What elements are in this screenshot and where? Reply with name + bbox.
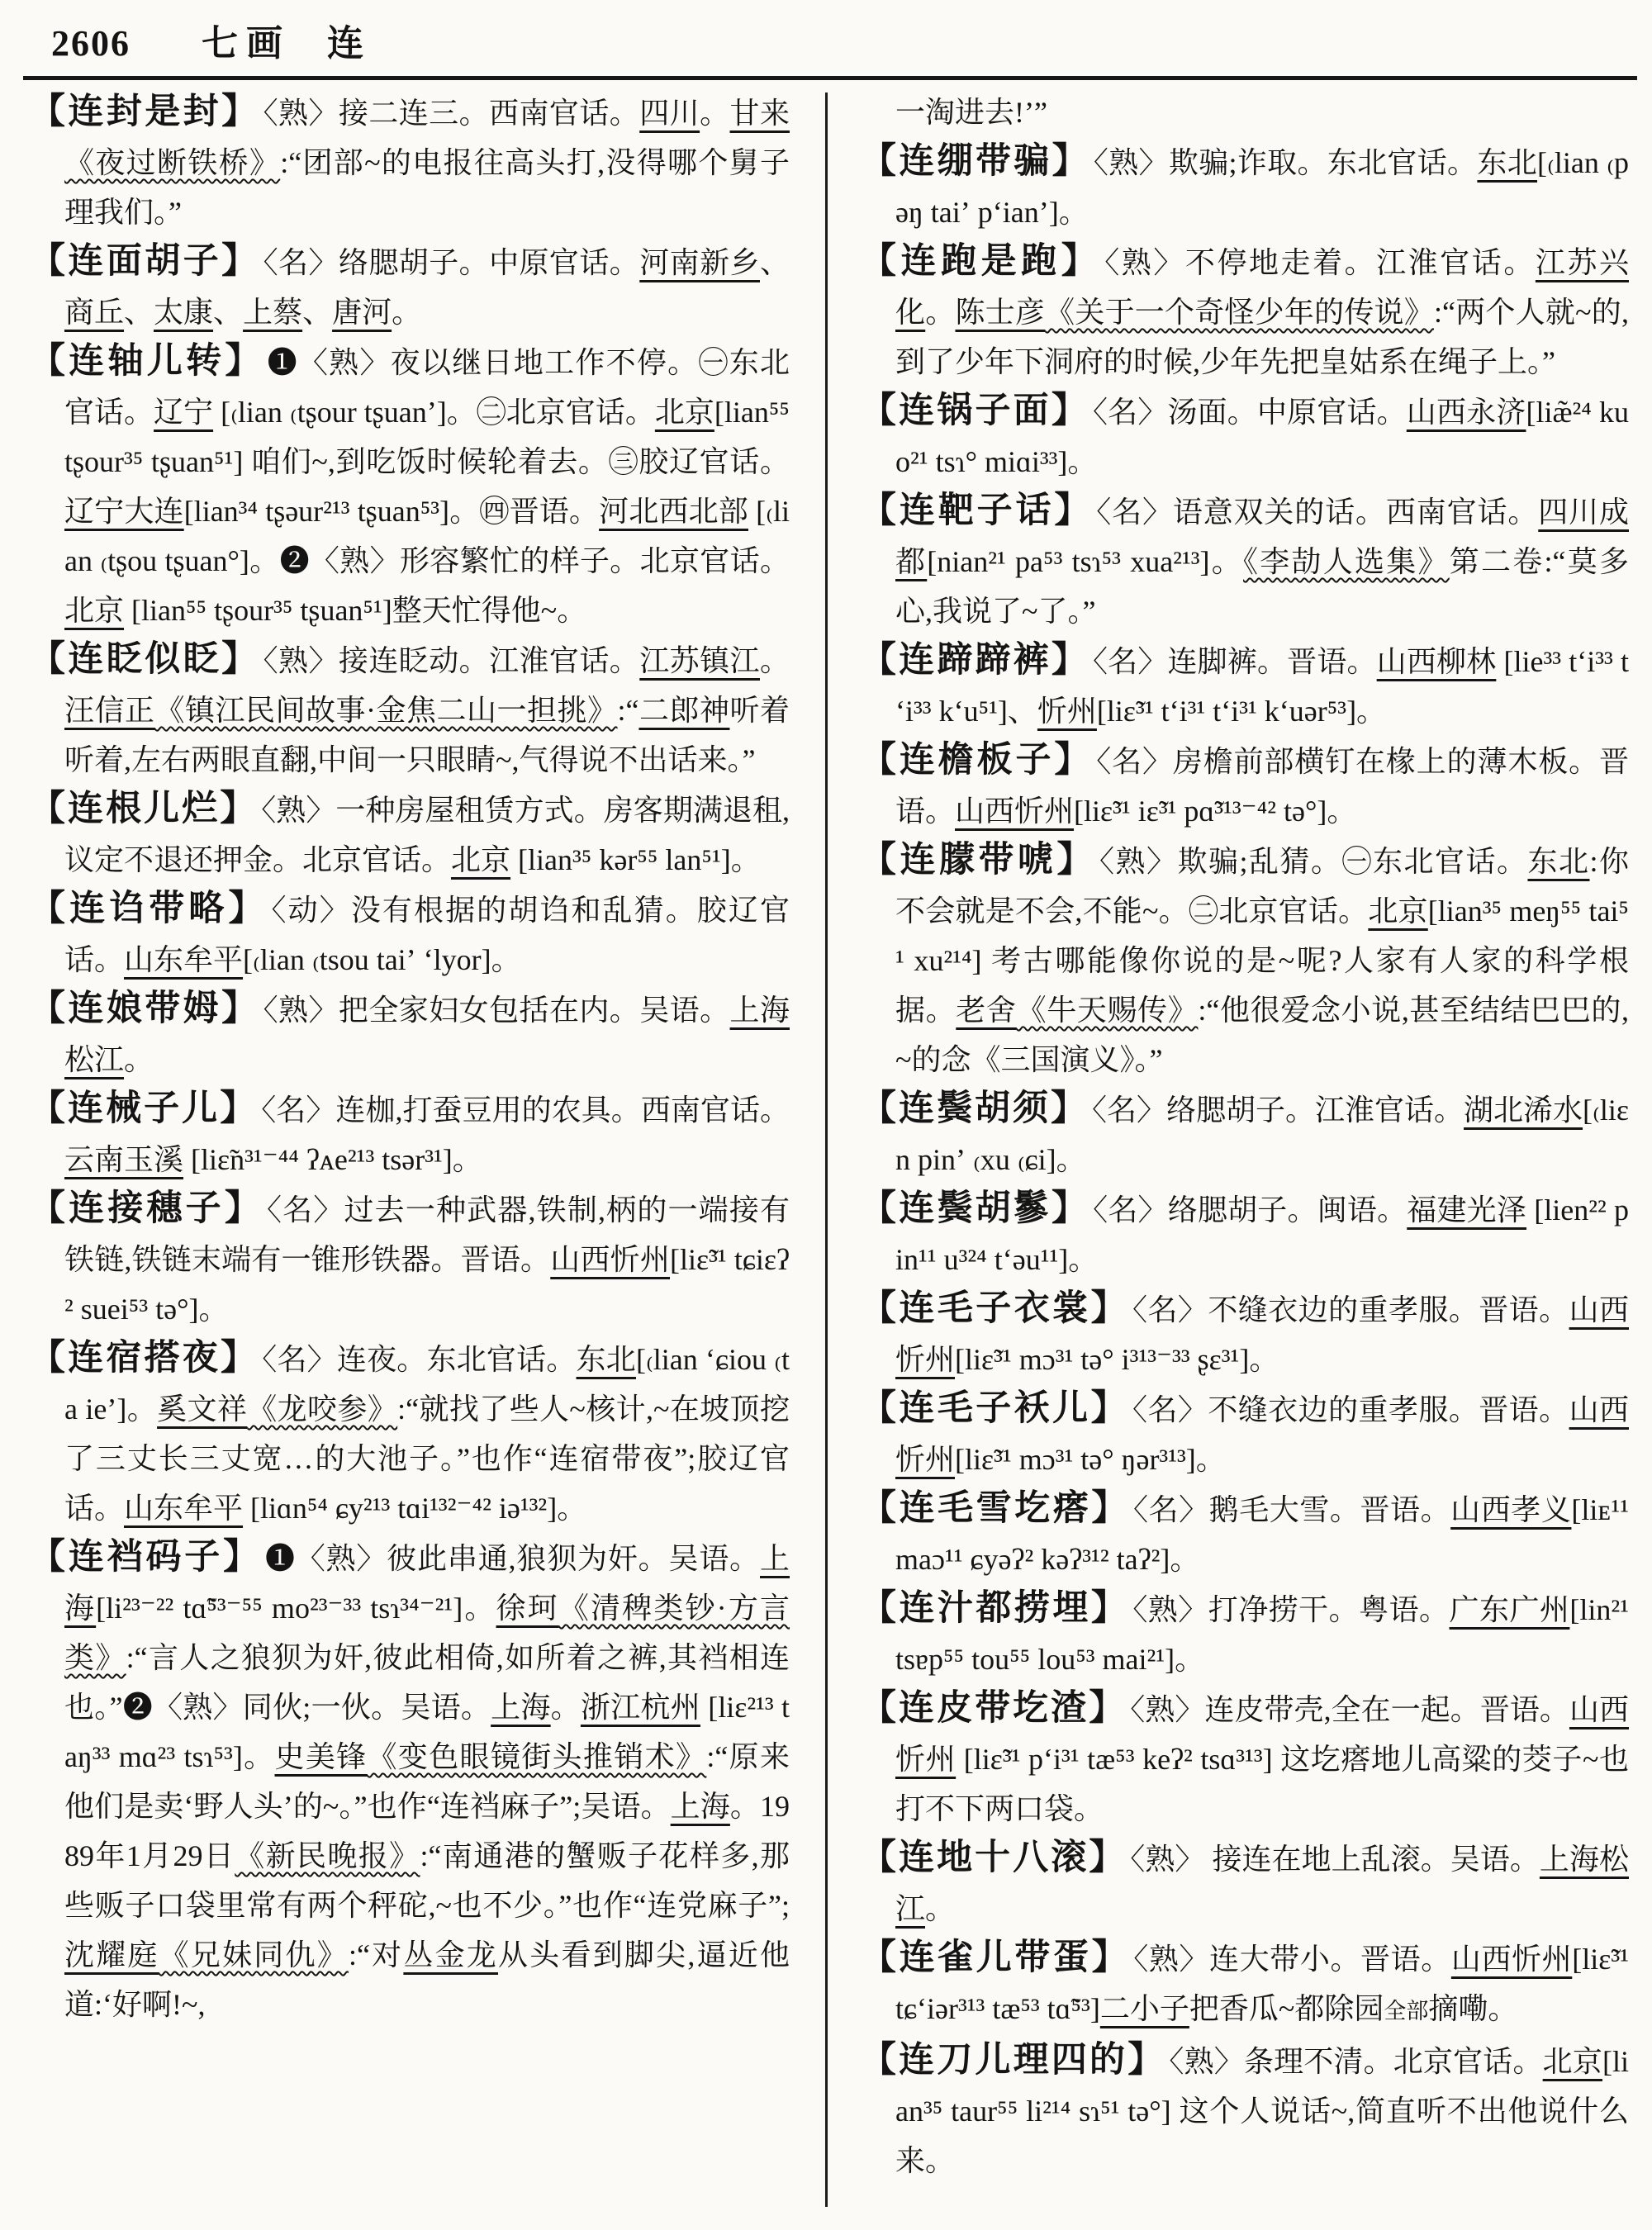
dict-entry [861,1834,1629,1933]
dict-entry [861,1933,1629,2036]
entry-text: 〈熟〉连大带小。晋语。 [1133,1943,1451,1976]
entry-headword: 【连鬓胡鬖】 [861,1189,1090,1228]
dict-entry [861,237,1629,387]
entry-text: :“就找了些人~核计,~在坡顶挖了三丈长三丈宽…的大池子。”也作“连宿带夜”;胶辽官话。 [64,1393,790,1525]
entry-text: 〈名〉络腮胡子。中原官话。 [263,246,640,279]
cited-title: 《龙咬参》 [247,1393,398,1426]
entry-text: :“他很爱念小说,甚至结结巴巴的,~的念《三国演义》。” [895,994,1629,1076]
entry-text: 〈熟〉条理不清。北京官话。 [1169,2045,1543,2078]
entry-text: 摘嘞。 [1428,1992,1518,2025]
cited-title: 《牛天赐传》 [1016,994,1199,1027]
entry-headword: 【连娘带姆】 [30,989,260,1028]
entry-headword: 【连绷带骗】 [861,142,1090,181]
proper-noun: 北京 [1368,894,1428,928]
entry-text: 〈名〉连枷,打蚕豆用的农具。西南官话。 [261,1094,790,1127]
proper-noun: 山西孝义 [1450,1493,1572,1526]
proper-noun: 河南新乡 [639,246,760,279]
entry-text: 〈熟〉连皮带壳,全在一起。晋语。 [1130,1693,1569,1726]
entry-text: [lian⁵⁵ tʂour³⁵ tʂuan⁵¹]整天忙得他~。 [124,594,587,627]
entry-text: :“原来他们是卖‘野人头’的~。”也作“连裆麻子”;吴语。 [64,1740,790,1823]
entry-headword: 【连眨似眨】 [30,640,260,679]
entry-text: 。 [550,1691,581,1724]
entry-text: 把香瓜~都除园 [1189,1992,1384,2025]
dict-entry [861,636,1629,736]
entry-text: 〈熟〉把全家妇女包括在内。吴语。 [263,994,730,1027]
entry-text: :你不会就是不会,不能~。㊁北京官话。 [895,845,1629,928]
proper-noun: 上海松江 [64,994,790,1076]
proper-noun: 丛金龙 [403,1938,499,1971]
dict-entry [861,1484,1629,1584]
proper-noun: 广东广州 [1449,1593,1570,1626]
proper-noun: 辽宁大连 [64,495,184,528]
entry-headword: 【连汁都捞埋】 [861,1589,1130,1628]
entry-headword: 【连锅子面】 [861,391,1089,430]
page-header [51,13,365,66]
proper-noun: 二郎神 [638,694,730,727]
proper-noun: 甘来 [729,97,790,130]
entry-text: [lian³⁵ taur⁵⁵ li²¹⁴ sɿ⁵¹ tə°] 这个人说话~,简直听不出他说什么来。 [895,2045,1629,2177]
entry-text: 。 [759,644,790,677]
dict-entry [30,1184,790,1334]
proper-noun: 东北 [1527,845,1590,878]
proper-noun: 辽宁 [154,396,214,429]
entry-headword: 【连雀儿带蛋】 [861,1938,1131,1977]
entry-headword: 【连毛子衣裳】 [861,1289,1130,1328]
proper-noun: 山东牟平 [124,1492,244,1525]
dict-entry [861,2036,1629,2185]
proper-noun: 奚文祥 [157,1393,248,1426]
entry-text: 全部 [1384,1999,1429,2024]
entry-text: [lien²² pin¹¹ u³²⁴ tʻəu¹¹]。 [895,1193,1629,1276]
dict-entry [861,1684,1629,1834]
entry-text: 〈名〉连脚裤。晋语。 [1093,645,1377,678]
entry-text: 〈熟〉接二连三。西南官话。 [263,97,640,130]
entry-text: [₍lian ₍pəŋ taiʼ pʻianʼ]。 [895,146,1629,229]
entry-headword: 【连刀儿理四的】 [861,2041,1166,2080]
dict-entry [861,1084,1629,1184]
proper-noun: 四川 [639,97,700,130]
entry-text: [lin²¹ tsɐp⁵⁵ tou⁵⁵ lou⁵³ mai²¹]。 [895,1593,1629,1676]
entry-text: 〈名〉过去一种武器,铁制,柄的一端接有铁链,铁链末端有一锥形铁器。晋语。 [64,1193,790,1276]
proper-noun: 江苏兴化 [895,246,1629,329]
proper-noun: 老舍 [956,994,1017,1027]
entry-text: [₍lian ʻɕiou ₍ta ieʼ]。 [64,1343,790,1426]
proper-noun: 湖北浠水 [1464,1094,1583,1127]
proper-noun: 山西忻州 [895,1293,1629,1376]
dict-entry [30,1084,790,1184]
proper-noun: 山东牟平 [124,943,244,976]
cited-title: 《变色眼镜街头推销术》 [367,1740,707,1773]
entry-text: [liɛ̃³¹ mɔ³¹ tə° i³¹³⁻³³ ʂɛ³¹]。 [955,1343,1279,1376]
column-divider [825,93,828,2207]
proper-noun: 徐珂 [496,1592,559,1625]
entry-text: 〈熟〉一种房屋租赁方式。房客期满退租,议定不退还押金。北京官话。 [64,794,790,876]
entry-text: [liæ̃²⁴ kuo²¹ tsɿ° miɑi³³]。 [895,396,1629,478]
dict-entry [30,237,790,337]
proper-noun: 北京 [1542,2045,1602,2078]
entry-headword: 【连封是封】 [30,93,260,131]
entry-text: 〈名〉不缝衣边的重孝服。晋语。 [1132,1393,1569,1426]
proper-noun: 东北 [1477,146,1538,179]
entry-text: [liɛ̃³¹ mɔ³¹ tə° ŋər³¹³]。 [955,1443,1226,1476]
entry-text: [₍liɛn pinʼ ₍xu ₍ɕi]。 [895,1094,1629,1176]
entry-text: 。 [392,296,422,329]
entry-headword: 【连皮带圪渣】 [861,1689,1127,1728]
dict-entry [861,387,1629,486]
entry-headword: 【连接穗子】 [30,1189,263,1228]
entry-text: 〈动〉没有根据的胡诌和乱猜。胶辽官话。 [64,894,790,976]
cited-title: 《清稗类钞·方言类》 [64,1592,790,1674]
dict-entry [30,337,790,635]
entry-headword: 【连械子儿】 [30,1089,259,1128]
entry-text: 〈熟〉不停地走着。江淮官话。 [1104,246,1536,279]
entry-text: 。 [700,97,730,130]
cited-title: 《兄妹同仇》 [159,1938,349,1971]
proper-noun: 山西柳林 [1376,645,1497,678]
entry-text: :“言人之狼狈为奸,彼此相倚,如所着之裤,其裆相连也。”❷〈熟〉同伙;一伙。吴语。 [64,1641,790,1724]
proper-noun: 山西永济 [1406,396,1526,429]
proper-noun: 福建光泽 [1407,1193,1527,1226]
entry-text: [liᴇ¹¹ maɔ¹¹ ɕyəʔ² kəʔ³¹² taʔ²]。 [895,1493,1629,1576]
entry-text: [liɛ̃³¹ tɕʻiər³¹³ tæ⁵³ tɑ̃⁵³] [895,1943,1629,2025]
entry-text: 、 [124,296,154,329]
entry-text: [₍lian ₍tʂou tʂuan°]。❷〈熟〉形容繁忙的样子。北京官话。 [64,495,790,577]
proper-noun: 山西忻州 [895,1693,1629,1776]
proper-noun: 上蔡 [243,296,303,329]
proper-noun: 山西忻州 [895,1393,1629,1476]
header-rule [23,76,1637,80]
entry-text: 一淘进去!’” [895,96,1047,129]
entry-text: 〈熟〉欺骗;乱猜。㊀东北官话。 [1099,845,1528,878]
dict-entry [30,635,790,785]
proper-noun: 史美锋 [274,1740,368,1773]
entry-text: 〈名〉不缝衣边的重孝服。晋语。 [1132,1293,1569,1326]
entry-headword: 【连毛子袄儿】 [861,1389,1130,1428]
proper-noun: 沈耀庭 [64,1938,159,1971]
entry-text: 〈名〉语意双关的话。西南官话。 [1096,496,1539,529]
entry-text: 〈熟〉打净捞干。粤语。 [1132,1593,1450,1626]
proper-noun: 北京 [654,396,714,429]
cited-title: 《新民晚报》 [235,1839,420,1872]
cited-title: 《李劼人选集》 [1243,545,1450,578]
entry-text: :“团部~的电报往高头打,没得哪个舅子理我们。” [64,146,790,229]
cited-title: 《镇江民间故事·金焦二山一担挑》 [154,694,618,727]
dict-entry [30,1334,790,1533]
proper-noun: 上海松江 [895,1843,1629,1925]
proper-noun: 上海 [64,1542,790,1625]
proper-noun: 云南玉溪 [64,1143,184,1176]
proper-noun: 江苏镇江 [639,644,760,677]
proper-noun: 陈士彦 [955,296,1046,329]
dict-entry [861,1284,1629,1384]
proper-noun: 浙江杭州 [580,1691,700,1724]
entry-text: 〈熟〉 接连在地上乱滚。吴语。 [1130,1843,1540,1876]
entry-text: [nian²¹ pa⁵³ tsɿ⁵³ xua²¹³]。 [927,545,1244,578]
entry-text: 、 [302,296,333,329]
entry-text: 〈名〉络腮胡子。江淮官话。 [1092,1094,1464,1127]
entry-text: [li²³⁻²² tɑ̃⁵³⁻⁵⁵ mo²³⁻³³ tsɿ³⁴⁻²¹]。 [96,1592,496,1625]
dict-entry [861,1184,1629,1284]
entry-headword: 【连地十八滚】 [861,1839,1127,1877]
entry-text: 〈名〉络腮胡子。闽语。 [1093,1193,1408,1226]
entry-headword: 【连毛雪圪瘩】 [861,1489,1130,1528]
proper-noun: 北京 [451,843,511,876]
entry-text: :“ [617,694,639,727]
proper-noun: 太康 [154,296,214,329]
entry-headword: 【连朦带唬】 [861,841,1096,880]
entry-text: 、 [759,246,790,279]
entry-text: [liɑn⁵⁴ ɕy²¹³ tɑi¹³²⁻⁴² iə¹³²]。 [243,1492,587,1525]
entry-headword: 【连靶子话】 [861,491,1094,530]
entry-text: :“南通港的蟹贩子花样多,那些贩子口袋里常有两个秤砣,~也不少。”也作“连党麻子”; [64,1839,790,1922]
entry-text: 〈名〉房檐前部横钉在椽上的薄木板。晋语。 [895,745,1629,828]
proper-noun: 唐河 [332,296,392,329]
entry-text: ❶〈熟〉彼此串通,狼狈为奸。吴语。 [264,1542,760,1575]
entry-text: [liɛ̃³¹ iɛ̃³¹ pɑ̃³¹³⁻⁴² tə°]。 [1074,795,1357,828]
dict-entry [30,985,790,1084]
dict-entry [861,1584,1629,1684]
entry-text: 〈熟〉欺骗;诈取。东北官话。 [1093,146,1478,179]
entry-text: [lian³⁵ meŋ⁵⁵ tai⁵¹ xu²¹⁴] 考古哪能像你说的是~呢?人家有人家的科学根据。 [895,894,1629,1027]
entry-text: :“两个人就~的,到了少年下洞府的时候,少年先把皇姑系在绳子上。” [895,296,1629,378]
entry-headword: 【连裆码子】 [30,1538,262,1577]
proper-noun: 商丘 [64,296,125,329]
entry-headword: 【连面胡子】 [30,242,260,281]
entry-text: 〈名〉连夜。东北官话。 [262,1343,577,1376]
entry-headword: 【连鬓胡须】 [861,1089,1089,1128]
entry-text: [lian³⁴ tʂəur²¹³ tʂuan⁵³]。㊃晋语。 [183,495,600,528]
entry-text: [liɛ̃³¹ tɕiɛʔ² suei⁵³ tə°]。 [64,1243,790,1326]
proper-noun: 东北 [576,1343,636,1376]
entry-text: 〈名〉鹅毛大雪。晋语。 [1132,1493,1451,1526]
entry-headword: 【连宿搭夜】 [30,1339,259,1378]
dict-entry [30,885,790,985]
entry-text: 。 [925,296,956,329]
entry-text: [lie³³ tʻi³³ tʻi³³ kʻu⁵¹]、 [895,645,1629,728]
proper-noun: 二小子 [1099,1992,1189,2025]
entry-text: [liɛ²¹³ taŋ³³ mɑ²³ tsɿ⁵³]。 [64,1691,790,1773]
left-column [30,88,790,2223]
entry-headword: 【连蹄蹄裤】 [861,641,1089,680]
proper-noun: 四川成都 [895,496,1629,578]
page-number: 2606 [51,23,131,64]
proper-noun: 上海 [491,1691,551,1724]
entry-text: [liɛ̃n³¹⁻⁴⁴ ʔᴀe²¹³ tsər³¹]。 [183,1143,482,1176]
proper-noun: 山西忻州 [1450,1943,1573,1976]
entry-text: 。 [925,1892,956,1925]
cited-title: 《关于一个奇怪少年的传说》 [1045,296,1434,329]
head-character: 连 [327,23,365,64]
entry-headword: 【连诌带略】 [30,890,268,928]
dict-entry [861,836,1629,1084]
entry-text: [₍lian ₍tsou taiʼ ʻlyor]。 [243,943,521,976]
proper-noun: 汪信正 [64,694,155,727]
stroke-count-label: 七画 [202,23,291,64]
proper-noun: 北京 [64,594,125,627]
dict-entry [861,137,1629,237]
entry-text: [liɛ̃³¹ pʻi³¹ tæ⁵³ keʔ² tsɑ³¹³] 这圪瘩地儿高粱的茭子~也打不下两口袋。 [895,1743,1629,1825]
entry-text: 〈名〉汤面。中原官话。 [1092,396,1407,429]
entry-text: 听着听着,左右两眼直翻,中间一只眼睛~,气得说不出话来。” [64,694,790,776]
entry-headword: 【连根儿烂】 [30,790,259,828]
entry-text: [liɛ̃³¹ tʻi³¹ tʻi³¹ kʻuər⁵³]。 [1096,695,1387,728]
entry-text: 〈熟〉接连眨动。江淮官话。 [263,644,640,677]
entry-text: ❶〈熟〉夜以继日地工作不停。㊀东北官话。 [64,346,790,429]
dict-entry [30,1533,790,2029]
entry-text: [lian³⁵ kər⁵⁵ lan⁵¹]。 [510,843,761,876]
entry-text: [₍lian ₍tʂour tʂuanʼ]。㊁北京官话。 [213,396,655,429]
right-column [861,88,1629,2223]
entry-text: 第二卷:“莫多心,我说了~了。” [895,545,1629,628]
proper-noun: 上海 [670,1790,730,1823]
entry-text: 。1989年1月29日 [64,1790,790,1872]
dict-entry [861,88,1629,137]
proper-noun: 山西忻州 [550,1243,671,1276]
entry-text: [lian⁵⁵ tʂour³⁵ tʂuan⁵¹] 咱们~,到吃饭时候轮着去。㊂胶辽官话。 [64,396,790,478]
entry-headword: 【连檐板子】 [861,741,1094,780]
entry-text: 从头看到脚尖,逼近他道:‘好啊!~, [64,1938,790,2021]
dict-entry [861,736,1629,836]
proper-noun: 河北西北部 [599,495,748,528]
proper-noun: 忻州 [1037,695,1097,728]
entry-headword: 【连跑是跑】 [861,242,1102,281]
entry-text: 。 [124,1043,154,1076]
entry-headword: 【连轴儿转】 [30,342,264,381]
proper-noun: 山西忻州 [955,795,1075,828]
entry-text: 、 [213,296,244,329]
dict-entry [30,785,790,885]
dict-entry [861,486,1629,636]
cited-title: 《夜过断铁桥》 [64,146,281,179]
dict-entry [30,88,790,237]
entry-text: :“对 [348,1938,404,1971]
dict-entry [861,1384,1629,1484]
